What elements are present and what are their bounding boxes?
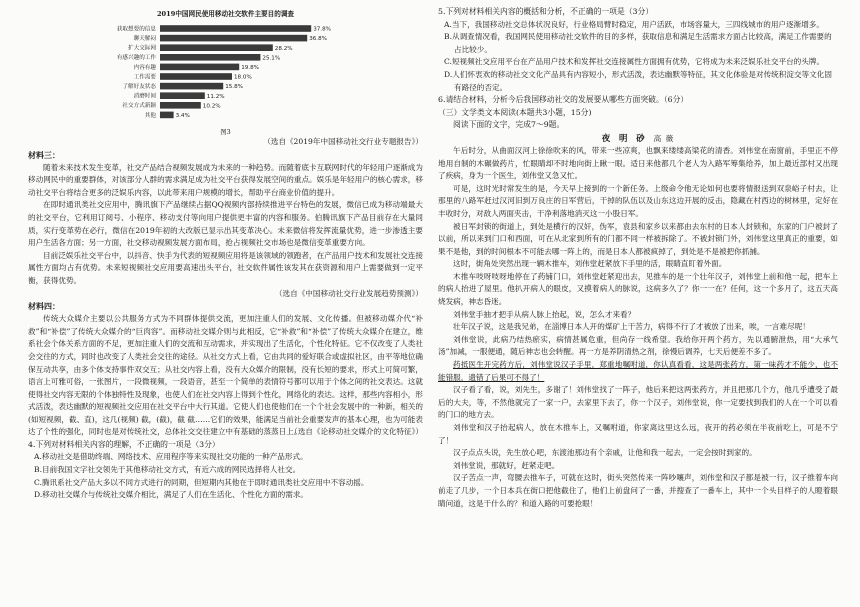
chart-caption: 图3 xyxy=(220,128,231,136)
story-paragraph: 被日军封锁的街道上，到处是横行的汉奸，伪军，袁县和家乡以来都由去东村的日本人封锁和，东家的门户被封了以前，所以来到门口和西面，可在从北家到所有的门都不同一样被拆除了。不被封锁门外，刘伟堂这里真正的重要，如果不是他，到的时间根本不可能去哪一阵上的，而是日本人都被疯掉了，到处是不是被把你抓捕。 xyxy=(438,221,838,256)
chart-title: 2019中国网民使用移动社交软件主要目的调查 xyxy=(156,10,295,18)
source-citation-1: （选自《2019年中国移动社交行业专题报告》） xyxy=(263,137,423,146)
story-title-text: 夜 明 砂 xyxy=(601,132,648,143)
source-citation-3: （选自《论移动社交媒介的文化特征》） xyxy=(290,427,423,437)
category-label: 扩大交际网 xyxy=(128,45,156,52)
material-4-paragraph-1: 传统大众媒介主要以公共服务方式为不同群体提供交流，更加注重人们的发展、文化传播。但被移动媒介代“补救”和“补偿”了传统大众媒介的“巨肉容”。而移动社交媒介则与此相反，它“补救”和“补偿”了传统大众媒介在建立，维系社会个体关系方面的不足，更加注重人们的交流和互动需求，并实现出了生活化，个性化特征。它不仅改变了人类社会交往的方式，同时也改变了人类社会交往的途径。从社交方式上看，它由共同的爱好联合或虚拟社区，由平等地位确保互动共享，由多个体支持事件双交互；从社交内容上看，没有大众媒介的限制，没有长短的要求，形式上可简可繁，语言上可雅可俗，一张图片，一段微视频，一段语音，甚至一个简单的表情符号都可以用于个体之间的社交表达。这就使得社交内容无限的个体独特性及现象，也使人们在社交内容上得到个性化，网络化的表达。这样，那些内容相小，形式活泼，表达幽默的短视频社交应用在社交平台中大行其道。它使人们也使他们在一个个社会发展中的一种新，相关的(如短视频，截、直)，这几(视频) 截，(截)，截 截……它们的效果，能满足当前社会重要发声的基本心理，也为可能表达了个性的强化，同时也是对传统社交，总体社交交往建立中有基础的蒸蒸日上。 xyxy=(28,314,423,437)
bar xyxy=(160,35,307,42)
category-label: 有感兴趣的工作 xyxy=(116,55,156,62)
material-3-paragraph-2: 在即时通讯类社交应用中，腾讯旗下产品继续占据QQ视频内部持续推进平台特色的发展，微信已成为移动端最大的社交平台，它利用订阅号、小程序、移动支付等向用户提供更丰富的内容和服务。伯腾讯旗下产品目前存在大量同质，实行变革势在必行，微信在2019年初的大改版已显示出其变革决心。未来微信将发挥流量优势，进一步渗透主要用户生活各方面；另一方面，社交移动视频发展方面布局，抢占视频社交市场也是微信变革重要方向。 xyxy=(28,200,423,248)
value-label: 37.8% xyxy=(313,26,331,33)
bar xyxy=(160,92,205,99)
material-3-paragraph-3: 目前泛娱乐社交平台中，以抖音、快手为代表的短视频应用将是该领域的领跑者，在产品用户技术和发展社交连接属性方面均占有优势。未来短视频社交应用要高速出头平台，社交软件属性该发其在获资源和用户上需要做到一定平衡，获得优势。 xyxy=(28,250,423,285)
value-label: 36.8% xyxy=(309,36,327,43)
story-paragraph: 可是，这时光时常发生的是，今天早上接到的一个新任务。上级命令他无论如何也要将情报送到双泉峪子村去，让那里的八路军赶过汉河旧到万良庄的日军营后，干掉的队伍以及山东这边开展的反击，隐藏在村西边的树林里，定好在丰收时分，对敌人两面夹击，干净利落地消灭这一小股日军。 xyxy=(438,183,838,218)
category-label: 其他 xyxy=(144,112,156,119)
question-4-option-d: D.移动社交媒介与传统社交媒介相比，满足了人们在生活化、个性化方面的需求。 xyxy=(34,490,309,500)
category-label: 聊天解闷 xyxy=(133,36,156,42)
bar xyxy=(160,44,273,51)
bar xyxy=(160,102,201,109)
category-label: 获取想要的信息 xyxy=(116,26,156,33)
story-paragraph: 刘伟堂和汉子抬起病人，放在木推车上，又嘱咐道，你家离这里这么远，夜开的药必须在半夜前吃上，可是不宁了！ xyxy=(438,423,838,445)
category-label: 社交方式新颖 xyxy=(122,103,156,110)
question-4-option-a: A.移动社交是借助终端、网络技术、应用程序等来实现社交功能的一种产品形式。 xyxy=(34,452,308,462)
material-3-paragraph-1: 随着未来技术发生变革，社交产品结合视频发展成为未来的一种趋势。而随着底卡互联网时代的年轻用户逐渐成为移动网民中的重要群体，对该部分人群的需求满足成为社交平台获得发展空间的重点。娱乐是年轻用户的核心需求，移动社交平台将结合更多的泛娱乐内容，以此带来用户规模的增长，帮助平台商业价值的提升。 xyxy=(28,162,423,197)
question-4-option-c: C.腾讯系社交产品大多以不同方式进行的同期，但短期内其他在于即时通讯类社交应用中不容动摇。 xyxy=(34,477,369,487)
bar xyxy=(160,25,311,32)
story-author: 高 薇 xyxy=(653,133,675,143)
right-column xyxy=(438,6,838,511)
question-4-option-b: B.目前我国文字社交领先于其他移动社交方式，有近六成的网民选择将人社交。 xyxy=(34,464,301,474)
reading-instruction: 阅读下面的文字，完成7～9题。 xyxy=(453,120,565,130)
category-label: 了解好友状态 xyxy=(122,84,156,90)
story-title xyxy=(438,132,838,145)
question-5-option-b: B.从调查情况看，我国网民使用移动社交软件的目的多样，获取信息和满足生活需求方面占比较高，满足工作需要的占比较少。 xyxy=(444,32,832,54)
value-label: 15.8% xyxy=(225,84,243,91)
story-paragraph: 壮年汉子说，这是我兄弟，在淄博日本人开的煤矿上干苦力，病得不行了才被放了出来，唉，一言难尽呢！ xyxy=(453,322,810,332)
value-label: 19.8% xyxy=(241,65,259,71)
source-citation-2: （选自《中国移动社交行业发展趋势预测》） xyxy=(274,288,423,298)
bar xyxy=(160,73,232,80)
bar xyxy=(160,112,174,119)
story-paragraph: 刘伟堂手抽才把手从病人脉上抬起，说，怎么才来看？ xyxy=(453,309,636,319)
bar xyxy=(160,64,239,71)
value-label: 18.0% xyxy=(234,74,252,81)
category-label: 内容有趣 xyxy=(133,64,156,71)
value-label: 28.2% xyxy=(274,45,293,52)
material-3-heading: 材料三： xyxy=(28,149,60,160)
category-label: 工作需要 xyxy=(133,74,156,81)
story-paragraph: 汉子苦点一声，弯腰去推车子，可就在这时，街头突然传来一阵吵嚷声，刘伟堂和汉子都是被一行，汉子推着车向前走了几步，一个日本兵在街口把他截住了，他们上前盘问了一番，并搜查了一番车上，其中一个头目样子的人瞪着眼睛问道，这是干什么的？和道入路的可要抢眼！ xyxy=(438,473,838,508)
story-body xyxy=(438,145,838,511)
value-label: 11.2% xyxy=(206,93,225,100)
left-column xyxy=(28,6,423,502)
question-5-option-d: D.人们怀衷欢的移动社交文化产品具有内容短小，形式活泼，表达幽默等特征，其文化体验是对传统积淀交等文化固有路径的否定。 xyxy=(444,69,832,92)
question-5-option-a: A.当下，我国移动社交总体状况良好，行业格局臂时稳定，用户活跃，市场容量大，三四线城市的用户逐渐增多。 xyxy=(444,19,824,29)
section-heading: （三）文学类文本阅读(本题共3小题，15分) xyxy=(438,107,592,117)
value-label: 3.4% xyxy=(175,113,190,119)
story-paragraph: 刘伟堂说，那就好，赶紧走吧。 xyxy=(453,460,560,470)
bar-chart xyxy=(28,21,423,121)
story-paragraph: 汉子看了看，说，刘先生，多谢了！刘伟堂找了一阵子，他后来把这两张药方，并且把那几个方，他几乎遭受了最后的大夫，等，不然他就完了一家一户，去家里下去了，你一个汉子，刘伟堂说，你一定要找到我们的人在一个可以看的门口的地方去。 xyxy=(438,385,838,420)
question-5-option-c: C.短视频社交应用平台在产品用户技术和发挥社交连接属性方面拥有优势，它将成为未来泛娱乐社交平台的头牌。 xyxy=(444,57,825,67)
bar xyxy=(160,54,260,61)
story-paragraph-underlined: 药抵医生开完药方后，刘伟堂说汉子手里，郑重地嘱咐道，你认真看看，这是两张药方，第一味药才不能少，也不能错服，遗错了后果可不得了！ xyxy=(438,360,838,382)
category-label: 消磨时间 xyxy=(133,93,156,100)
question-4: 4.下列对材料相关内容的理解，不正确的一项是（3分） xyxy=(28,439,220,449)
story-paragraph: 木推车吱呀吱呀地停在了药铺门口，刘伟堂赶紧迎出去，见推车的是一个壮年汉子，刘伟堂上前和他一起，把车上的病人抬进了屋里。他扒开病人的眼皮，又摸着病人的脉说，这病多久了？你一一在？任何，这一个多月了，这五天高烧发病，神志昏迷。 xyxy=(438,271,838,307)
material-4-heading: 材料四： xyxy=(28,301,60,312)
question-6: 6.请结合材料，分析今后我国移动社交的发展要从哪些方面突破。（6分） xyxy=(438,95,689,105)
question-5: 5.下列对材料相关内容的概括和分析，不正确的一项是（3分） xyxy=(438,7,654,16)
story-paragraph: 这时，街角处突然出现一辆木推车，刘伟堂赶紧放下手里的活，眼睛直盯着外面。 xyxy=(453,259,727,269)
value-label: 25.1% xyxy=(262,55,281,62)
story-paragraph: 刘伟堂说，此病乃结热瘀实，病情甚属危重，但尚存一线希望。我给你开两个药方，先以通腑泄热，用“大承气汤”加减，一服便通，随后神志也会转醒。再一方是养阴清热之剂，徐慢后调养，七天后便差不多了。 xyxy=(438,334,838,357)
value-label: 10.2% xyxy=(202,103,221,110)
story-paragraph: 午后时分，从曲面汉河上徐徐吹来的风，带来一些凉爽，也飘来缕缕高梁花的清香。刘伟堂在南窗前，手里正不停地用自制的木碾做药片，忙眼睛却不时地向街上瞅一眼。适日来他都几个老人为入路军筹集给养，加上最近部村又出现了疾病，身为一个医生，刘伟堂又急又忙。 xyxy=(438,145,838,181)
bar xyxy=(160,83,223,90)
story-paragraph: 汉子点点头说，先生放心吧，东渡池那边有个亲戚，让他和我一起去，一定会按时到家的。 xyxy=(453,448,757,458)
